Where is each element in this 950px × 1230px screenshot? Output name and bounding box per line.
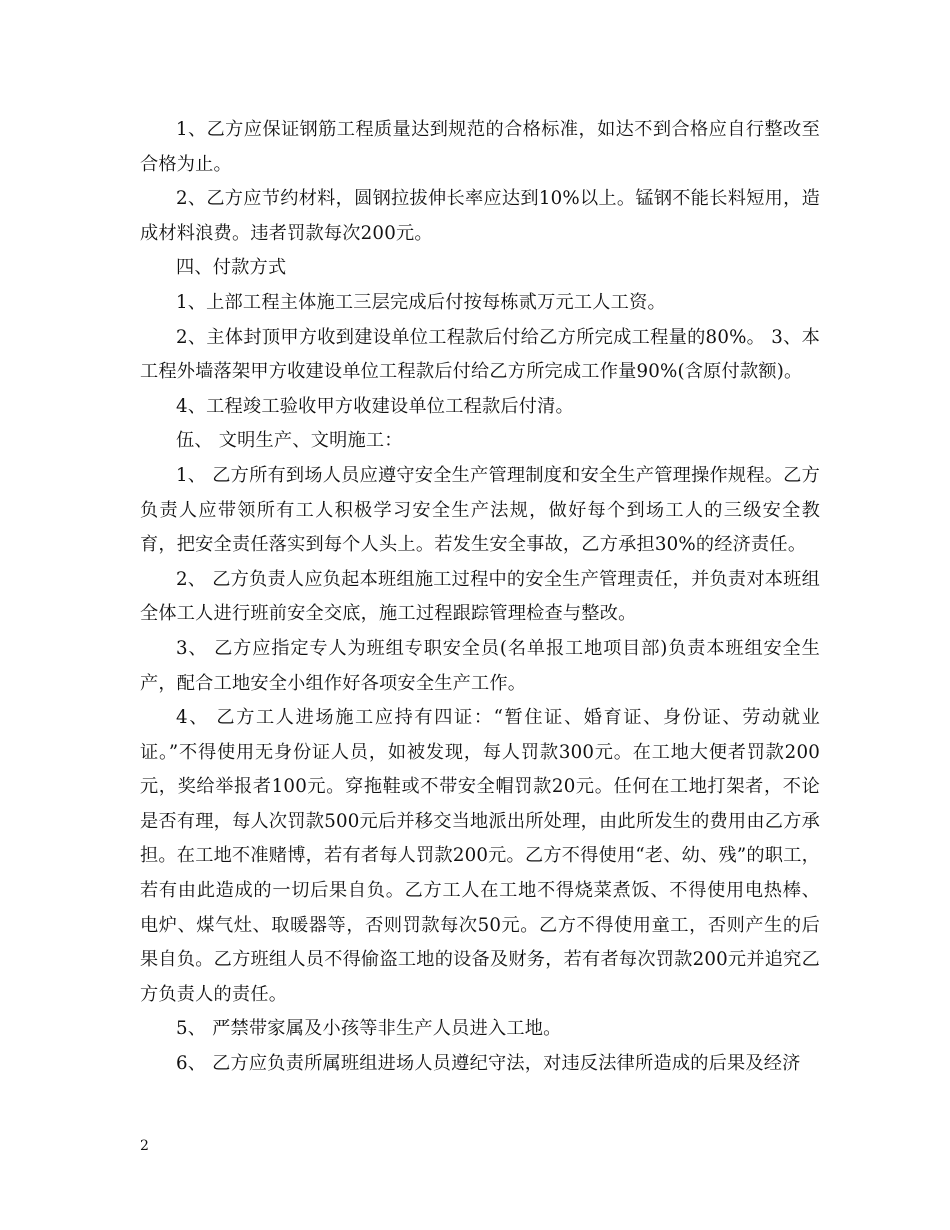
paragraph: 6、 乙方应负责所属班组进场人员遵纪守法，对违反法律所造成的后果及经济	[176, 1053, 801, 1075]
paragraph: 3、 乙方应指定专人为班组专职安全员(名单报工地项目部)负责本班组安全生产，配合工地安全小组作好各项安全生产工作。	[140, 637, 820, 694]
document-body	[140, 113, 820, 1082]
paragraph: 4、 乙方工人进场施工应持有四证：“暂住证、婚育证、身份证、劳动就业证。”不得使用无身份证人员，如被发现，每人罚款300元。在工地大便者罚款200元，奖给举报者100元。穿拖鞋或不带安全帽罚款20元。任何在工地打架者，不论是否有理，每人次罚款500元后并移交当地派出所处理，由此所发生的费用由乙方承担。在工地不准赌博，若有者每人罚款200元。乙方不得使用“老、幼、残”的职工，若有由此造成的一切后果自负。乙方工人在工地不得烧菜煮饭、不得使用电热棒、电炉、煤气灶、取暖器等，否则罚款每次50元。乙方不得使用童工，否则产生的后果自负。乙方班组人员不得偷盗工地的设备及财务，若有者每次罚款200元并追究乙方负责人的责任。	[140, 707, 820, 1005]
paragraph: 2、乙方应节约材料，圆钢拉拔伸长率应达到10%以上。锰钢不能长料短用，造成材料浪费。违者罚款每次200元。	[140, 188, 820, 244]
page-number: 2	[140, 1138, 149, 1154]
paragraph: 1、上部工程主体施工三层完成后付按每栋贰万元工人工资。	[176, 291, 666, 313]
paragraph: 1、 乙方所有到场人员应遵守安全生产管理制度和安全生产管理操作规程。乙方负责人应带领所有工人积极学习安全生产法规，做好每个到场工人的三级安全教育，把安全责任落实到每个人头上。若发生安全事故，乙方承担30%的经济责任。	[140, 464, 820, 556]
section-heading: 伍、 文明生产、文明施工：	[176, 430, 403, 452]
paragraph: 4、工程竣工验收甲方收建设单位工程款后付清。	[176, 395, 574, 417]
paragraph: 2、主体封顶甲方收到建设单位工程款后付给乙方所完成工程量的80%。 3、本工程外墙落架甲方收建设单位工程款后付给乙方所完成工作量90%(含原付款额)。	[140, 326, 820, 383]
paragraph: 1、乙方应保证钢筋工程质量达到规范的合格标准，如达不到合格应自行整改至合格为止。	[140, 119, 820, 175]
section-heading: 四、付款方式	[176, 257, 287, 279]
paragraph: 5、 严禁带家属及小孩等非生产人员进入工地。	[176, 1018, 562, 1040]
paragraph: 2、 乙方负责人应负起本班组施工过程中的安全生产管理责任，并负责对本班组全体工人进行班前安全交底，施工过程跟踪管理检查与整改。	[140, 568, 820, 625]
